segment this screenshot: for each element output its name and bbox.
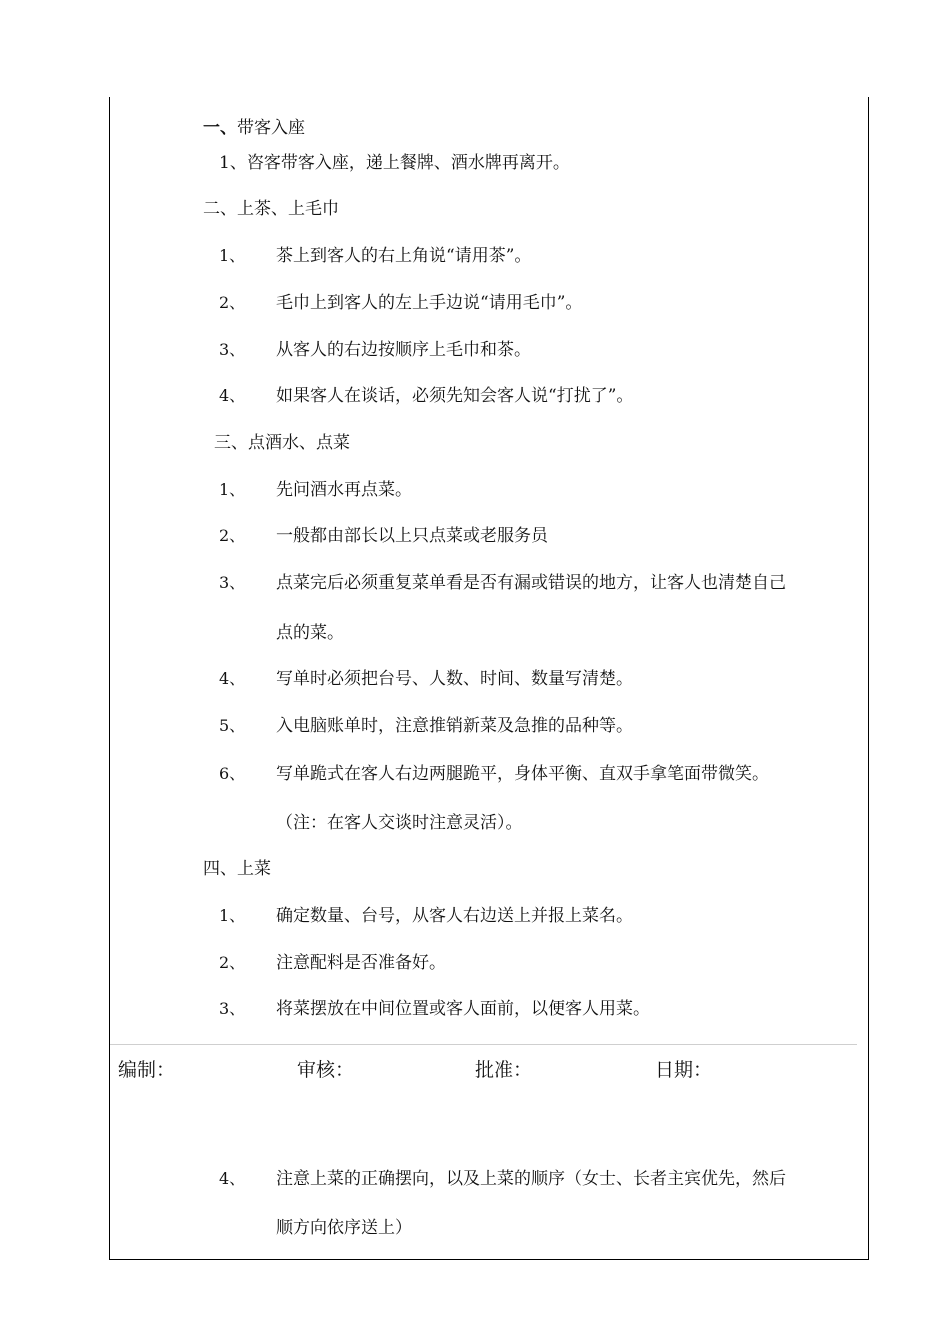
prepared-by-label: 编制：	[118, 1059, 176, 1081]
signature-divider	[110, 1044, 857, 1045]
section-3-item-6-text: 写单跪式在客人右边两腿跪平，身体平衡、直双手拿笔面带微笑。	[276, 764, 769, 784]
section-3-item-2-num: 2、	[219, 526, 246, 545]
section-2-item-2-num: 2、	[219, 293, 246, 312]
section-2-item-1-text: 茶上到客人的右上角说“请用茶”。	[276, 246, 532, 266]
section-4-item-4-continuation: 顺方向依序送上）	[276, 1218, 412, 1238]
section-2-item-3-num: 3、	[219, 340, 246, 359]
section-3-item-5-num: 5、	[219, 716, 246, 735]
section-2-item-3-text: 从客人的右边按顺序上毛巾和茶。	[276, 340, 531, 360]
section-3-item-1-text: 先问酒水再点菜。	[276, 480, 412, 500]
section-3-item-3-continuation: 点的菜。	[276, 623, 344, 643]
section-4-item-2-num: 2、	[219, 953, 246, 972]
section-4-heading: 四、上菜	[203, 859, 271, 879]
section-1-heading: 一、带客入座	[203, 118, 305, 138]
section-4-item-3-text: 将菜摆放在中间位置或客人面前，以便客人用菜。	[276, 999, 650, 1019]
section-3-item-4-text: 写单时必须把台号、人数、时间、数量写清楚。	[276, 669, 633, 689]
date-label: 日期：	[655, 1059, 713, 1081]
section-3-item-6-num: 6、	[219, 764, 246, 783]
section-4-item-3-num: 3、	[219, 999, 246, 1018]
section-4-item-2-text: 注意配料是否准备好。	[276, 953, 446, 973]
section-3-item-3-text: 点菜完后必须重复菜单看是否有漏或错误的地方，让客人也清楚自己	[276, 573, 786, 593]
section-4-item-4-text: 注意上菜的正确摆向，以及上菜的顺序（女士、长者主宾优先，然后	[276, 1169, 786, 1189]
reviewed-by-label: 审核：	[297, 1059, 355, 1081]
section-3-item-2-text: 一般都由部长以上只点菜或老服务员	[276, 526, 548, 546]
section-4-item-1-text: 确定数量、台号，从客人右边送上并报上菜名。	[276, 906, 633, 926]
section-3-item-1-num: 1、	[219, 480, 246, 499]
section-3-item-5-text: 入电脑账单时，注意推销新菜及急推的品种等。	[276, 716, 633, 736]
section-2-item-2-text: 毛巾上到客人的左上手边说“请用毛巾”。	[276, 293, 583, 313]
approved-by-label: 批准：	[475, 1059, 533, 1081]
section-3-item-4-num: 4、	[219, 669, 246, 688]
section-2-heading: 二、上茶、上毛巾	[203, 199, 339, 219]
section-2-item-1-num: 1、	[219, 246, 246, 265]
section-2-item-4-text: 如果客人在谈话，必须先知会客人说“打扰了”。	[276, 386, 634, 406]
section-3-item-3-num: 3、	[219, 573, 246, 592]
section-3-heading: 三、点酒水、点菜	[214, 433, 350, 453]
section-2-item-4-num: 4、	[219, 386, 246, 405]
section-4-item-1-num: 1、	[219, 906, 246, 925]
section-1-item-1: 1、咨客带客入座，递上餐牌、酒水牌再离开。	[219, 153, 570, 173]
section-3-item-6-continuation: （注：在客人交谈时注意灵活）。	[276, 813, 523, 833]
section-4-item-4-num: 4、	[219, 1169, 246, 1188]
